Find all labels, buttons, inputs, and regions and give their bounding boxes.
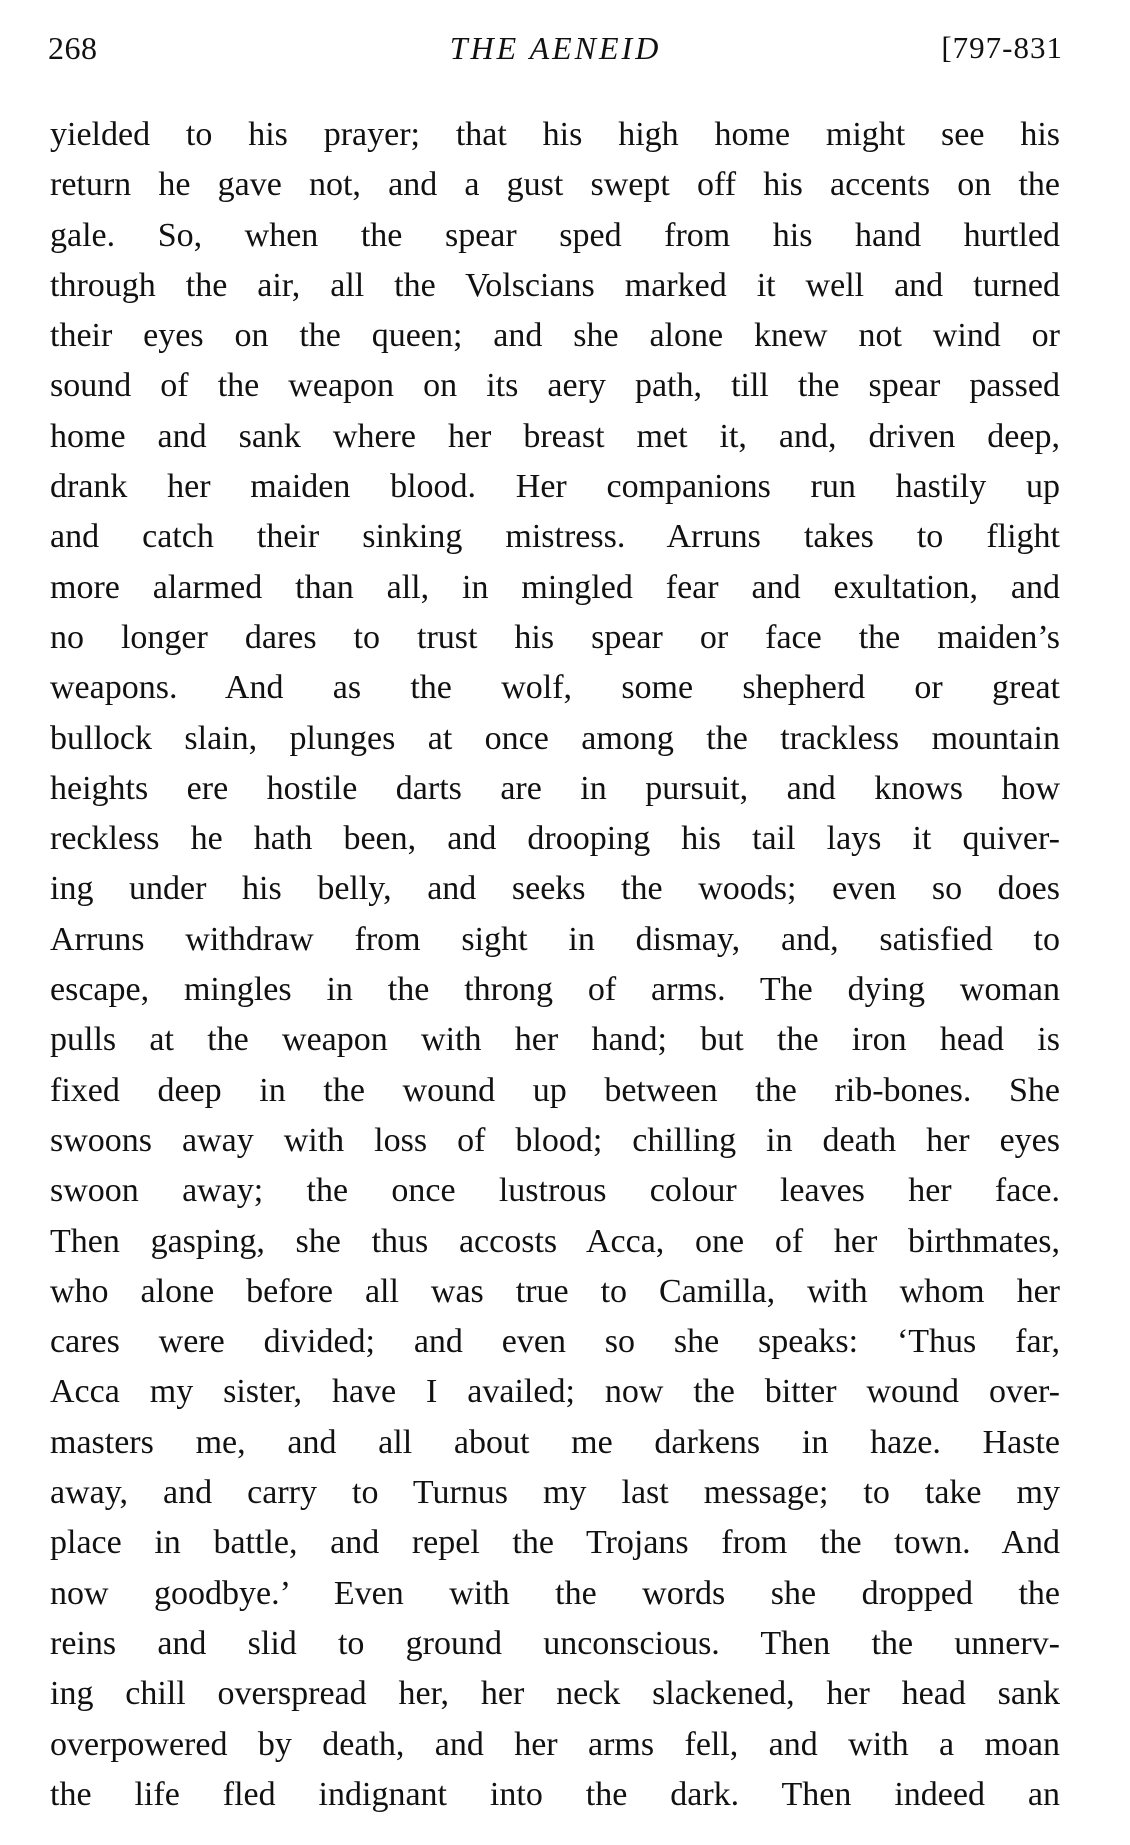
text-line: escape, mingles in the throng of arms. The dying woman (50, 971, 1060, 1009)
text-line: more alarmed than all, in mingled fear and exultation, and (50, 568, 1060, 606)
text-line: return he gave not, and a gust swept off his accents on the (50, 166, 1060, 204)
text-line: the life fled indignant into the dark. Then indeed an (50, 1775, 1060, 1813)
text-line: Then gasping, she thus accosts Acca, one of her birthmates, (50, 1222, 1060, 1260)
text-line: drank her maiden blood. Her companions run hastily up (50, 468, 1060, 506)
text-line: place in battle, and repel the Trojans from the town. And (50, 1524, 1060, 1562)
text-line: gale. So, when the spear sped from his hand hurtled (50, 216, 1060, 254)
text-line: yielded to his prayer; that his high home might see his (50, 116, 1060, 153)
text-line: heights ere hostile darts are in pursuit, and knows how (50, 769, 1060, 807)
text-line: pulls at the weapon with her hand; but the iron head is (50, 1021, 1060, 1059)
text-line: overpowered by death, and her arms fell, and with a moan (50, 1725, 1060, 1763)
text-line: ing chill overspread her, her neck slackened, her head sank (50, 1675, 1060, 1713)
text-line: no longer dares to trust his spear or face the maiden’s (50, 618, 1060, 656)
page-header (48, 30, 1063, 80)
text-line: reckless he hath been, and drooping his tail lays it quiver- (50, 820, 1060, 858)
text-line: swoons away with loss of blood; chilling in death her eyes (50, 1121, 1060, 1159)
text-line: now goodbye.’ Even with the words she dropped the (50, 1574, 1060, 1612)
text-line: their eyes on the queen; and she alone knew not wind or (50, 317, 1060, 355)
body-text (50, 110, 1060, 1820)
text-line: reins and slid to ground unconscious. Then the unnerv- (50, 1624, 1060, 1662)
text-line: sound of the weapon on its aery path, till the spear passed (50, 367, 1060, 405)
running-title: THE AENEID (449, 30, 662, 66)
text-line: Acca my sister, have I availed; now the bitter wound over- (50, 1373, 1060, 1411)
page-number: 268 (48, 30, 98, 66)
text-line: Arruns withdraw from sight in dismay, and, satisfied to (50, 920, 1060, 958)
text-line: bullock slain, plunges at once among the trackless mountain (50, 719, 1060, 757)
text-line: fixed deep in the wound up between the rib-bones. She (50, 1071, 1060, 1109)
text-line: and catch their sinking mistress. Arruns takes to flight (50, 518, 1060, 556)
text-line: weapons. And as the wolf, some shepherd or great (50, 669, 1060, 707)
text-line: who alone before all was true to Camilla, with whom her (50, 1272, 1060, 1310)
text-line: through the air, all the Volscians marked it well and turned (50, 266, 1060, 304)
text-line: ing under his belly, and seeks the woods; even so does (50, 870, 1060, 908)
text-line: swoon away; the once lustrous colour leaves her face. (50, 1172, 1060, 1210)
line-range: [797-831 (941, 30, 1063, 65)
text-line: masters me, and all about me darkens in haze. Haste (50, 1423, 1060, 1461)
text-line: away, and carry to Turnus my last message; to take my (50, 1474, 1060, 1512)
text-line: cares were divided; and even so she speaks: ‘Thus far, (50, 1323, 1060, 1361)
text-line: home and sank where her breast met it, and, driven deep, (50, 417, 1060, 455)
